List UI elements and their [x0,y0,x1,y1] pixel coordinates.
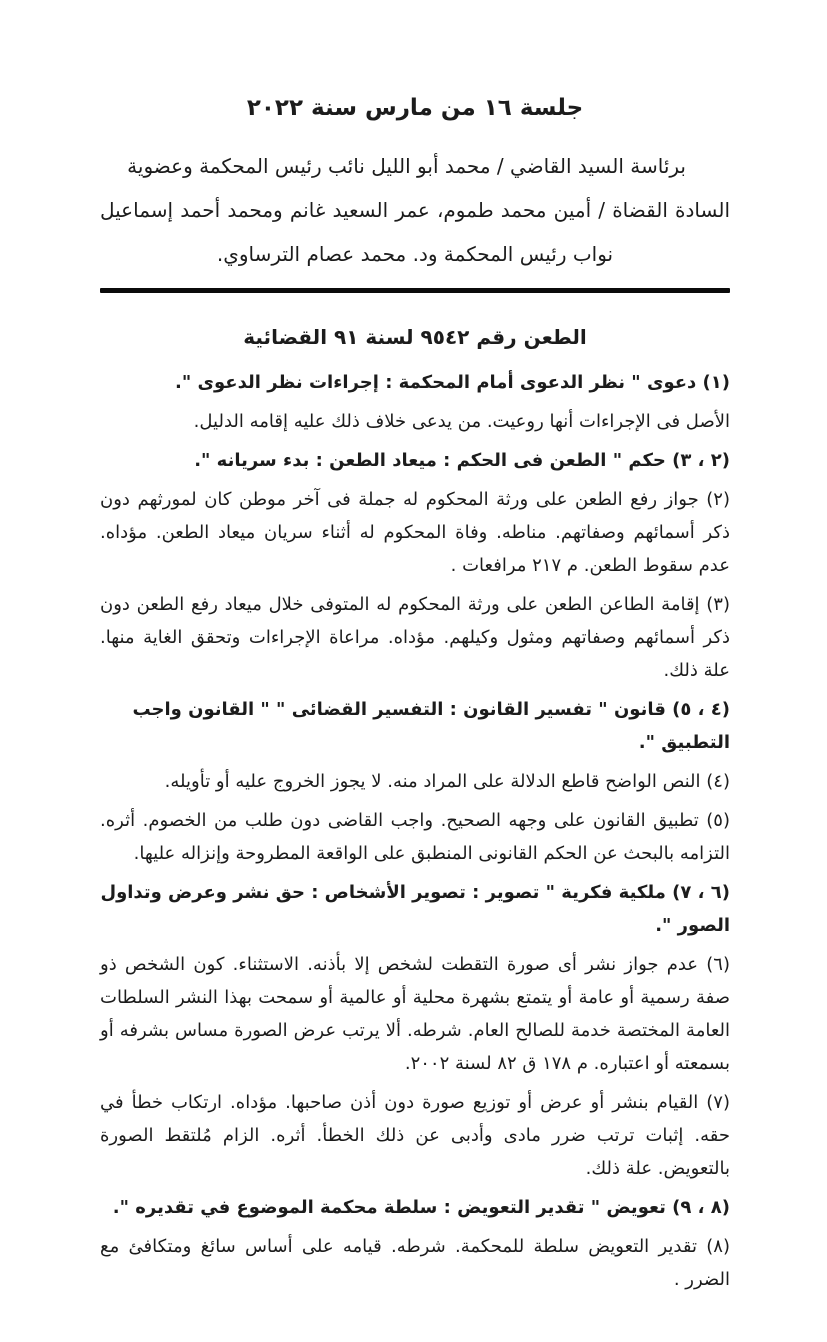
panel-line-presiding-judge: برئاسة السيد القاضي / محمد أبو الليل نائب رئيس المحكمة وعضوية [127,154,686,178]
classification-heading: (١) دعوى " نظر الدعوى أمام المحكمة : إجراءات نظر الدعوى ". [175,372,730,393]
classification-heading: (٦ ، ٧) ملكية فكرية " تصوير : تصوير الأشخاص : حق نشر وعرض وتداول الصور ". [100,882,730,936]
panel-line-deputies: نواب رئيس المحكمة ود. محمد عصام الترساوي. [216,242,614,266]
summary-paragraph: (٥) تطبيق القانون على وجهه الصحيح. واجب القاضى دون طلب من الخصوم. أثره. التزامه بالبحث عن الحكم القانونى المنطبق على الواقعة المطروحة وإنزاله عليها. [100,810,730,864]
classification-heading: (٢ ، ٣) حكم " الطعن فى الحكم : ميعاد الطعن : بدء سريانه ". [194,450,730,471]
summary-paragraph: (٢) جواز رفع الطعن على ورثة المحكوم له جملة فى آخر موطن كان لمورثهم دون ذكر أسمائهم وصفاتهم. مناطه. وفاة المحكوم له أثناء سريان ميعاد الطعن. مؤداه. عدم سقوط الطعن. م ٢١٧ مرافعات . [100,489,730,576]
summary-paragraph: (٤) النص الواضح قاطع الدلالة على المراد منه. لا يجوز الخروج عليه أو تأويله. [164,771,730,792]
panel-line-judges: السادة القضاة / أمين محمد طموم، عمر السعيد غانم ومحمد أحمد إسماعيل [100,198,730,222]
court-panel-paragraph [100,144,730,276]
summary-paragraph: (٨) تقدير التعويض سلطة للمحكمة. شرطه. قيامه على أساس سائغ ومتكافئ مع الضرر . [100,1236,730,1290]
appeal-number-title: الطعن رقم ٩٥٤٢ لسنة ٩١ القضائية [243,325,587,349]
case-summary-sections [100,366,730,1296]
separator-rule [100,288,730,293]
classification-heading: (٨ ، ٩) تعويض " تقدير التعويض : سلطة محكمة الموضوع في تقديره ". [112,1197,730,1218]
summary-paragraph: (٧) القيام بنشر أو عرض أو توزيع صورة دون أذن صاحبها. مؤداه. ارتكاب خطأ في حقه. إثبات ترتب ضرر مادى وأدبى عن ذلك الخطأ. أثره. الزام مُلتقط الصورة بالتعويض. علة ذلك. [100,1092,730,1179]
summary-paragraph: الأصل فى الإجراءات أنها روعيت. من يدعى خلاف ذلك عليه إقامه الدليل. [193,411,730,432]
classification-heading: (٤ ، ٥) قانون " تفسير القانون : التفسير القضائى " " القانون واجب التطبيق ". [132,699,730,753]
session-date-title: جلسة ١٦ من مارس سنة ٢٠٢٢ [246,95,584,121]
summary-paragraph: (٦) عدم جواز نشر أى صورة التقطت لشخص إلا بأذنه. الاستثناء. كون الشخص ذو صفة رسمية أو عامة أو يتمتع بشهرة محلية أو عالمية أو سمحت بهذا النشر السلطات العامة المختصة خدمة للصالح العام. شرطه. ألا يرتب عرض الصورة مساس بشرفه أو بسمعته أو اعتباره. م ١٧٨ ق ٨٢ لسنة ٢٠٠٢. [100,954,730,1074]
summary-paragraph: (٣) إقامة الطاعن الطعن على ورثة المحكوم له المتوفى خلال ميعاد رفع الطعن دون ذكر أسمائهم وصفاتهم ومثول وكيلهم. مؤداه. مراعاة الإجراءات وتحقق الغاية منها. علة ذلك. [100,594,730,681]
